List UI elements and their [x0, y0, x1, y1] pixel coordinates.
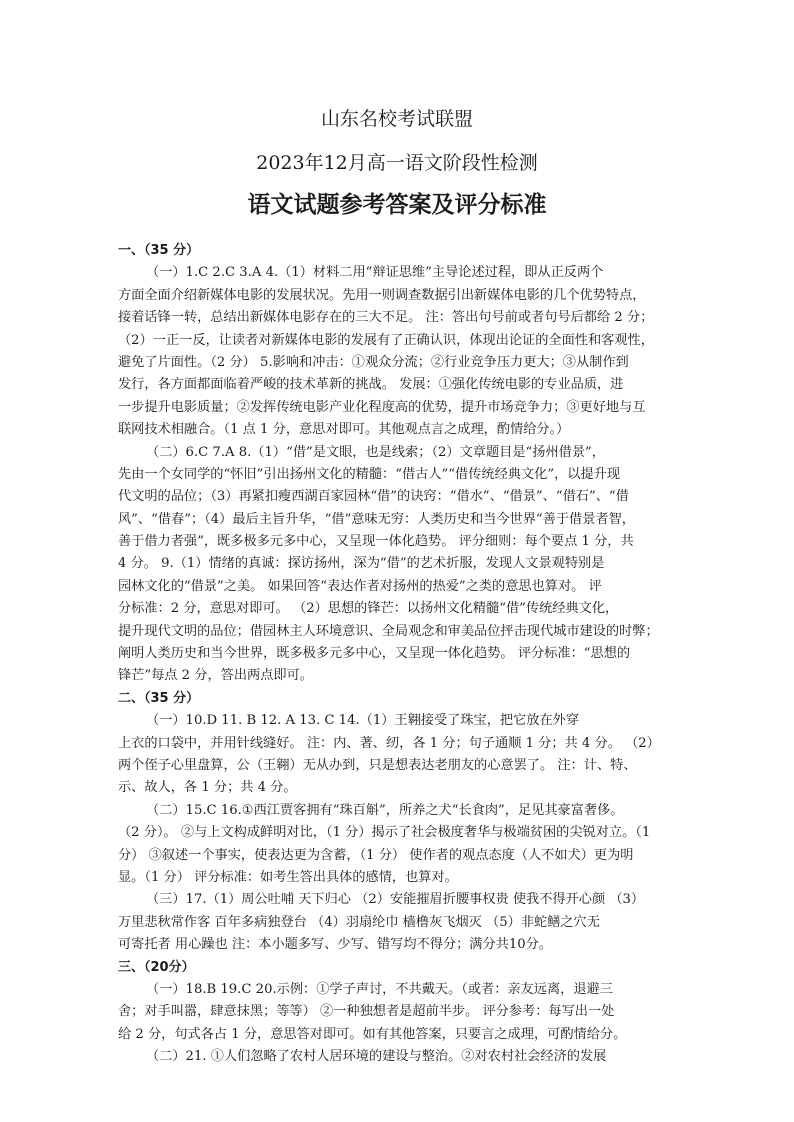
section-heading: 一、（35 分） [118, 243, 200, 258]
answer-line: 方面全面介绍新媒体电影的发展状况。先用一则调查数据引出新媒体电影的几个优势特点， [118, 287, 646, 303]
answer-line: （二）21. ①人们忽略了农村人居环境的建设与整治。②对农村社会经济的发展 [146, 1049, 607, 1065]
answer-line: 上衣的口袋中，并用针线缝好。 注：内、著、纫，各 1 分；句子通顺 1 分；共 4 分。 （2） [118, 735, 660, 751]
answer-line: 接着话锋一转，总结出新媒体电影存在的三大不足。 注：答出句号前或者句号后都给 2 分； [118, 310, 654, 326]
answer-line: 园林文化的“借景”之美。 如果回答“表达作者对扬州的热爱”之类的意思也算对。 评 [118, 578, 602, 594]
answer-line: 代文明的品位；（3）再紧扣瘦西湖百家园林“借”的诀窍：“借水”、“借景”、“借石”、“借 [118, 489, 629, 505]
answer-line: （二）6.C 7.A 8.（1）“借”是文眼，也是线索；（2）文章题目是“扬州借景”， [146, 444, 605, 460]
exam-name: 2023年12月高一语文阶段性检测 [256, 152, 538, 174]
answer-line: 舍；对手叫嚣，肆意抹黑；等等） ②一种独想者是超前半步。 评分参考：每写出一处 [118, 1004, 615, 1020]
answer-line: 可寄托者 用心躁也 注：本小题多写、少写、错写均不得分；满分共10分。 [118, 937, 552, 953]
answer-line: 分标准：2 分，意思对即可。 （2）思想的锋芒：以扬州文化精髓“借”传统经典文化， [118, 601, 619, 617]
answer-line: 万里悲秋常作客 百年多病独登台 （4）羽扇纶巾 樯橹灰飞烟灭 （5）非蛇鳝之穴无 [118, 914, 600, 930]
answer-line: （2）一正一反，让读者对新媒体电影的发展有了正确认识，体现出论证的全面性和客观性， [118, 332, 654, 348]
answer-line: 一步提升电影质量；②发挥传统电影产业化程度高的优势，提升市场竞争力；③更好地与互 [118, 399, 646, 415]
answer-line: 显。（1 分） 评分标准：如考生答出具体的感情，也算对。 [118, 869, 458, 885]
answer-line: （一）18.B 19.C 20.示例：①学子声讨，不共戴天。（或者：亲友远离，退避三 [146, 981, 613, 997]
answer-line: 风”、“借春”；（4）最后主旨升华，“借”意味无穷：人类历史和当今世界“善于借景者智， [118, 511, 635, 527]
answer-line: 避免了片面性。（2 分） 5.影响和冲击：①观众分流；②行业竞争压力更大；③从制作到 [118, 354, 629, 370]
answer-line: 锋芒”每点 2 分，答出两点即可。 [118, 668, 313, 684]
answer-line: 发行，各方面都面临着严峻的技术革新的挑战。 发展：①强化传统电影的专业品质，进 [118, 377, 624, 393]
answer-line: 善于借力者强”，既多极多元多中心，又呈现一体化趋势。 评分细则：每个要点 1 分，共 [118, 534, 634, 550]
answer-line: （二）15.C 16.①西江贾客拥有“珠百斛”，所养之犬“长食肉”，足见其豪富奢侈。 [146, 802, 624, 818]
section-heading: 二、（35 分） [118, 690, 200, 706]
answer-body [118, 240, 678, 1068]
answer-line: （一）10.D 11. B 12. A 13. C 14.（1）王翱接受了珠宝，把它放在外穿 [146, 713, 580, 729]
answer-line: 联网技术相融合。（1 点 1 分，意思对即可。其他观点言之成理，酌情给分。） [118, 422, 570, 438]
answer-line: 示、故人，各 1 分；共 4 分。 [118, 780, 297, 796]
answer-line: 4 分。 9.（1）情绪的真诚：探访扬州，深为“借”的艺术折服，发现人文景观特别是 [118, 556, 605, 572]
answer-line: 先由一个女同学的“怀旧”引出扬州文化的精髓：“借古人”“借传统经典文化”，以提升现 [118, 466, 621, 482]
answer-line: 阐明人类历史和当今世界，既多极多元多中心，又呈现一体化趋势。 评分标准：“思想的 [118, 646, 631, 662]
answer-line: 提升现代文明的品位；借园林主人环境意识、全局观念和审美品位抨击现代城市建设的时弊； [118, 623, 659, 639]
exam-organization: 山东名校考试联盟 [320, 108, 473, 130]
answer-line: （2 分）。 ②与上文构成鲜明对比，（1 分）揭示了社会极度奢华与极端贫困的尖锐对立。（1 [118, 825, 651, 841]
answer-line: 两个侄子心里盘算，公（王翱）无从办到，只是想表达老朋友的心意罢了。 注：计、特、 [118, 757, 637, 773]
answer-line: 给 2 分，句式各占 1 分，意思答对即可。如有其他答案，只要言之成理，可酌情给分。 [118, 1026, 627, 1042]
section-heading: 三、（20分） [118, 959, 195, 975]
answer-line: 分） ③叙述一个事实，使表达更为含蓄，（1 分） 使作者的观点态度（人不如犬）更为明 [118, 847, 634, 863]
answer-line: （三）17.（1）周公吐哺 天下归心 （2）安能摧眉折腰事权贵 使我不得开心颜 （3） [146, 892, 645, 908]
answer-line: （一）1.C 2.C 3.A 4.（1）材料二用“辩证思维”主导论述过程，即从正反两个 [146, 265, 604, 281]
document-title: 语文试题参考答案及评分标准 [247, 192, 547, 218]
